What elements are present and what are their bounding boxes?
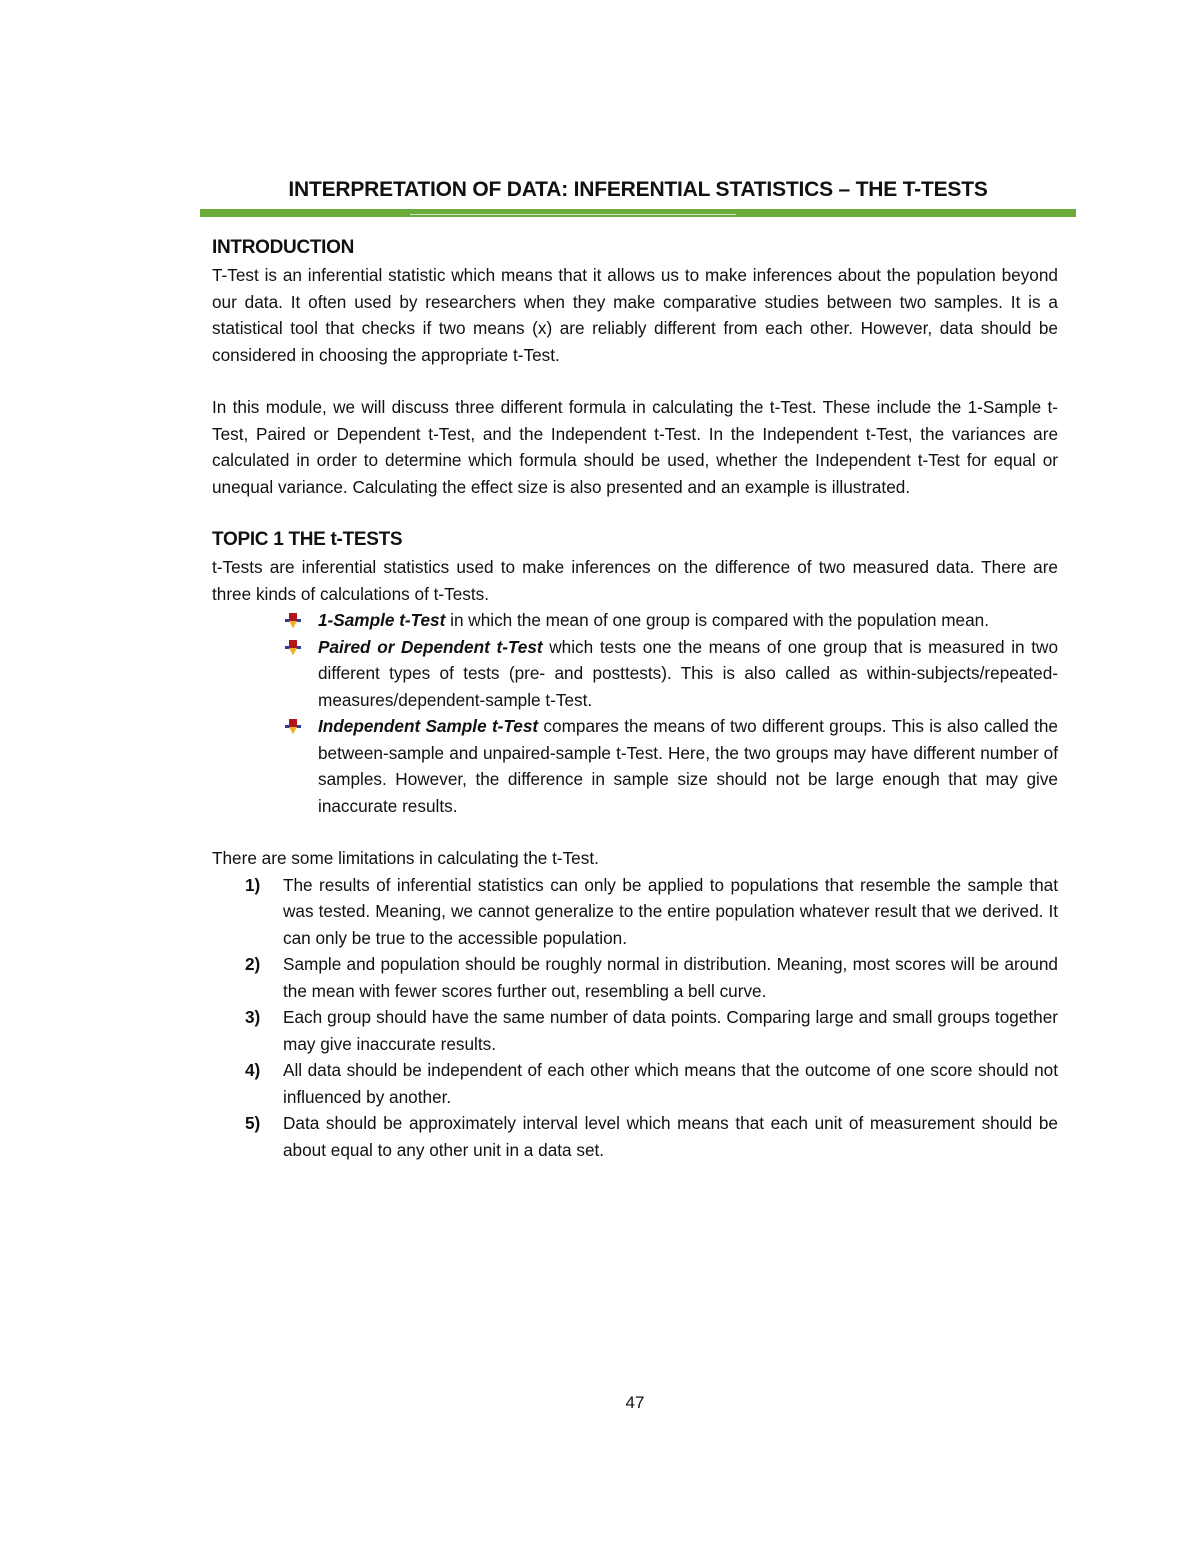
type-term: Independent Sample t-Test	[318, 716, 539, 736]
list-item	[245, 872, 1058, 952]
t-test-types-list	[212, 607, 1058, 819]
type-term: 1-Sample t-Test	[318, 610, 446, 630]
arrow-down-bullet-icon	[284, 718, 302, 736]
topic-1-intro: t-Tests are inferential statistics used to make inferences on the difference of two measured data. There are three kinds of calculations of t-Tests.	[212, 557, 1058, 604]
item-number: 4)	[245, 1060, 261, 1080]
arrow-down-bullet-icon	[284, 639, 302, 657]
item-number: 3)	[245, 1007, 261, 1027]
introduction-paragraph-2: In this module, we will discuss three different formula in calculating the t-Test. These include the 1-Sample t-Test, Paired or Dependent t-Test, and the Independent t-Test. In the Independent t-Test, the variances are calculated in order to determine which formula should be used, whether the Independent t-Test for equal or unequal variance. Calculating the effect size is also presented and an example is illustrated.	[212, 397, 1058, 497]
limitation-text: The results of inferential statistics can only be applied to populations that resemble the sample that was tested. Meaning, we cannot generalize to the entire population whatever result that we derived. It can only be true to the accessible population.	[283, 874, 1058, 948]
list-item	[318, 713, 1058, 819]
page-content	[212, 234, 1058, 1163]
limitation-text: All data should be independent of each other which means that the outcome of one score should not influenced by another.	[283, 1060, 1058, 1107]
spacer	[212, 819, 1058, 845]
spacer	[212, 368, 1058, 394]
page-number: 47	[625, 1393, 645, 1412]
list-item	[245, 1004, 1058, 1057]
item-number: 5)	[245, 1113, 261, 1133]
list-item	[245, 1057, 1058, 1110]
title-divider-highlight	[410, 214, 736, 215]
type-term: Paired or Dependent t-Test	[318, 636, 543, 657]
list-item	[318, 607, 1058, 634]
limitations-list	[212, 872, 1058, 1164]
list-item	[245, 951, 1058, 1004]
spacer	[212, 500, 1058, 526]
introduction-heading: INTRODUCTION	[212, 237, 355, 258]
topic-1-heading: TOPIC 1 THE t-TESTS	[212, 529, 403, 550]
list-item	[245, 1110, 1058, 1163]
item-number: 1)	[245, 874, 261, 895]
introduction-paragraph-1: T-Test is an inferential statistic which means that it allows us to make inferences about the population beyond our data. It often used by researchers when they make comparative studies between two samples. It is a statistical tool that checks if two means (x) are reliably different from each other. However, data should be considered in choosing the appropriate t-Test.	[212, 265, 1058, 365]
limitations-intro: There are some limitations in calculating the t-Test.	[212, 848, 599, 868]
limitation-text: Sample and population should be roughly normal in distribution. Meaning, most scores will be around the mean with fewer scores further out, resembling a bell curve.	[283, 954, 1058, 1001]
type-description: compares the means of two different groups. This is also called the between-sample and unpaired-sample t-Test. Here, the two groups may have different number of samples. However, the difference in sample size should not be large enough that may give inaccurate results.	[318, 716, 1058, 816]
type-description: in which the mean of one group is compared with the population mean.	[445, 610, 990, 630]
page-title: INTERPRETATION OF DATA: INFERENTIAL STATISTICS – THE T-TESTS	[288, 178, 988, 201]
list-item	[318, 634, 1058, 714]
arrow-down-bullet-icon	[284, 612, 302, 630]
item-number: 2)	[245, 954, 261, 974]
limitation-text: Data should be approximately interval level which means that each unit of measurement should be about equal to any other unit in a data set.	[283, 1113, 1058, 1160]
limitation-text: Each group should have the same number of data points. Comparing large and small groups together may give inaccurate results.	[283, 1007, 1058, 1054]
title-divider	[200, 209, 1076, 217]
type-description: which tests one the means of one group that is measured in two different types of tests (pre- and posttests). This is also called as within-subjects/repeated-measures/dependent-sample t-Test.	[318, 636, 1059, 710]
